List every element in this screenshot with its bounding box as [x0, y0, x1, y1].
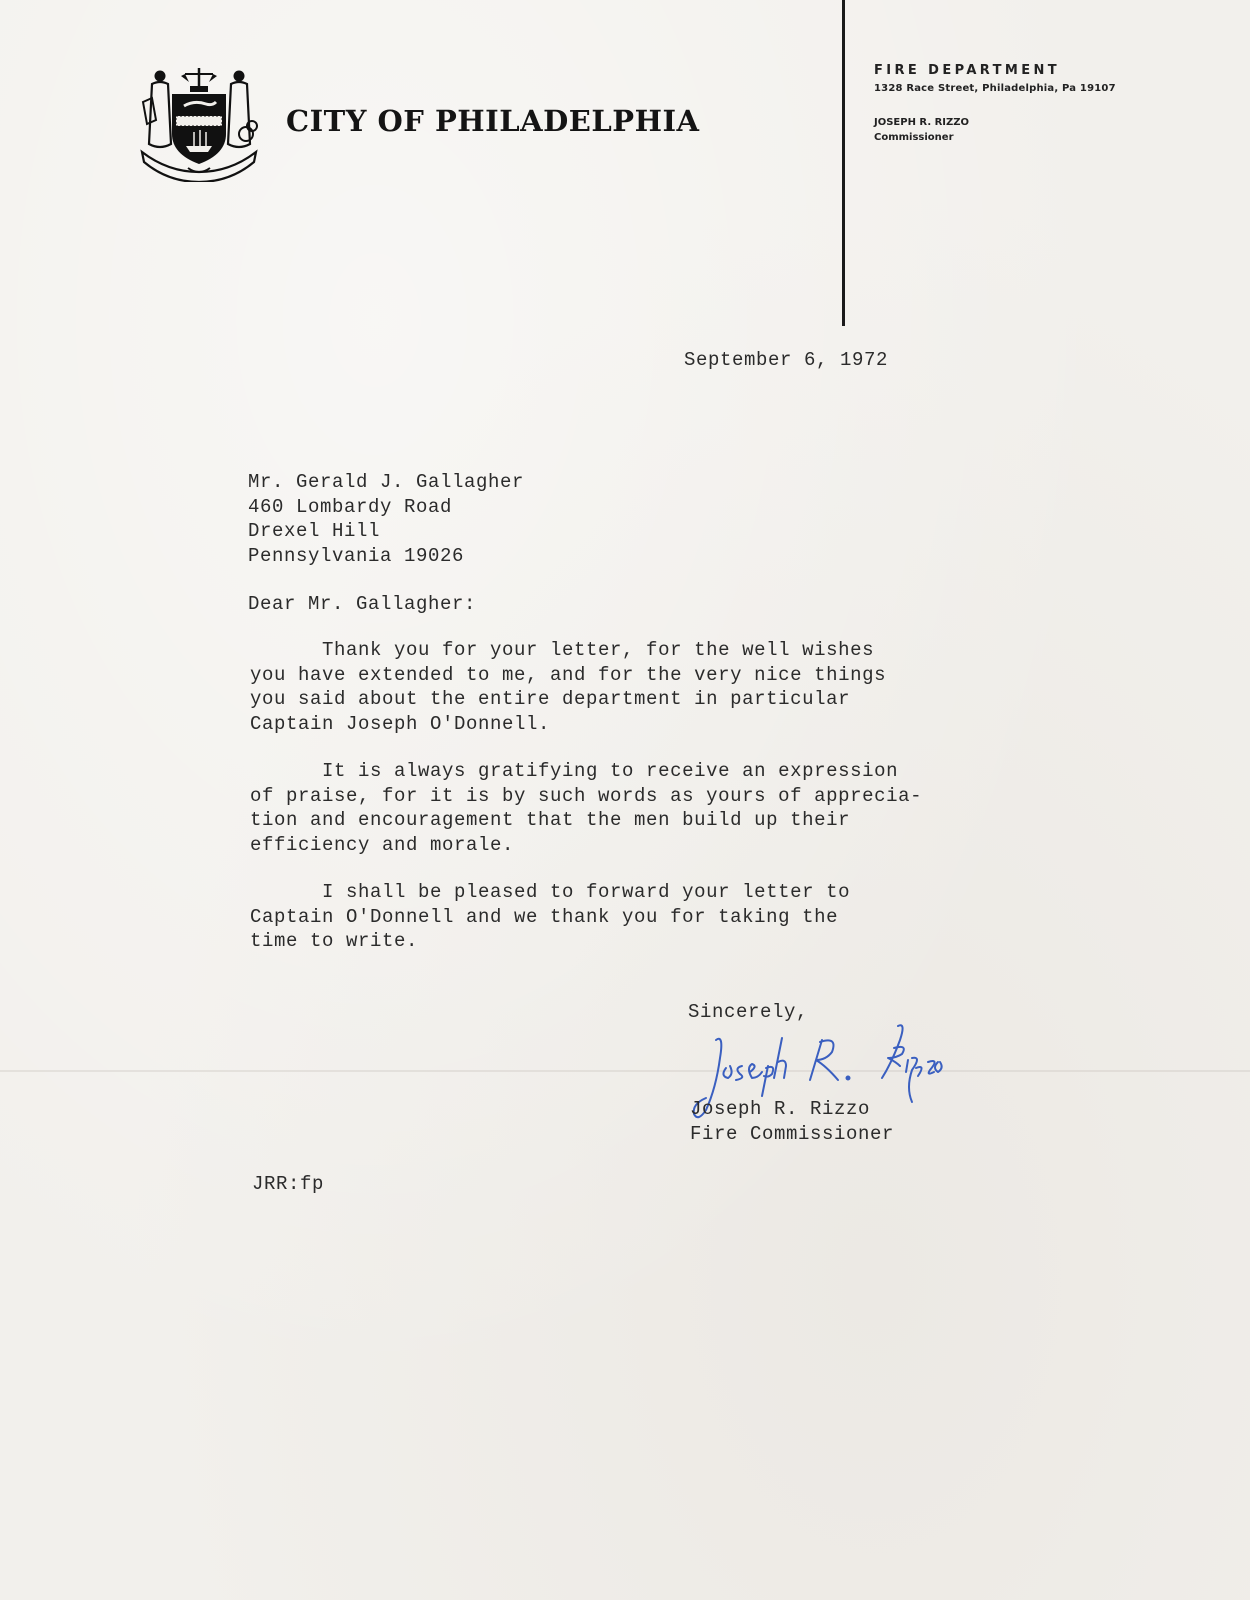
city-title: CITY OF PHILADELPHIA — [286, 104, 700, 138]
recipient-name: Mr. Gerald J. Gallagher — [248, 471, 525, 493]
department-name: FIRE DEPARTMENT — [874, 63, 1061, 78]
signer-block — [690, 1097, 894, 1146]
paragraph-line: of praise, for it is by such words as yours of apprecia- — [250, 784, 923, 807]
paragraph-line: efficiency and morale. — [250, 833, 515, 856]
paragraph-line: I shall be pleased to forward your letter to — [250, 881, 851, 903]
salutation: Dear Mr. Gallagher: — [248, 593, 477, 615]
commissioner-name: JOSEPH R. RIZZO — [874, 117, 970, 128]
city-seal-icon — [138, 64, 260, 182]
paragraph-line: It is always gratifying to receive an expression — [250, 760, 899, 782]
paragraph-line: Captain Joseph O'Donnell. — [250, 712, 551, 735]
recipient-city: Drexel Hill — [248, 520, 381, 542]
recipient-street: 460 Lombardy Road — [248, 495, 453, 518]
paragraph-line: tion and encouragement that the men build up their — [250, 809, 851, 831]
paragraph-line: Thank you for your letter, for the well wishes — [250, 639, 875, 661]
paragraph-3 — [250, 880, 850, 954]
paragraph-1 — [250, 638, 886, 736]
department-block — [874, 63, 1116, 143]
closing: Sincerely, — [688, 1001, 809, 1023]
signer-title: Fire Commissioner — [690, 1122, 895, 1145]
recipient-address — [248, 470, 524, 568]
typist-initials: JRR:fp — [252, 1173, 325, 1195]
paper-fold-line — [0, 1070, 1250, 1072]
letter-date: September 6, 1972 — [684, 349, 889, 371]
recipient-state-zip: Pennsylvania 19026 — [248, 544, 465, 567]
paragraph-line: Captain O'Donnell and we thank you for taking the — [250, 905, 839, 928]
commissioner-title: Commissioner — [874, 132, 954, 143]
paragraph-line: you have extended to me, and for the very nice things — [250, 663, 887, 686]
department-address: 1328 Race Street, Philadelphia, Pa 19107 — [874, 83, 1116, 94]
letterhead-divider — [842, 0, 845, 326]
paragraph-line: you said about the entire department in particular — [250, 688, 851, 710]
paragraph-line: time to write. — [250, 930, 419, 952]
paragraph-2 — [250, 759, 922, 857]
signer-name: Joseph R. Rizzo — [690, 1098, 871, 1120]
